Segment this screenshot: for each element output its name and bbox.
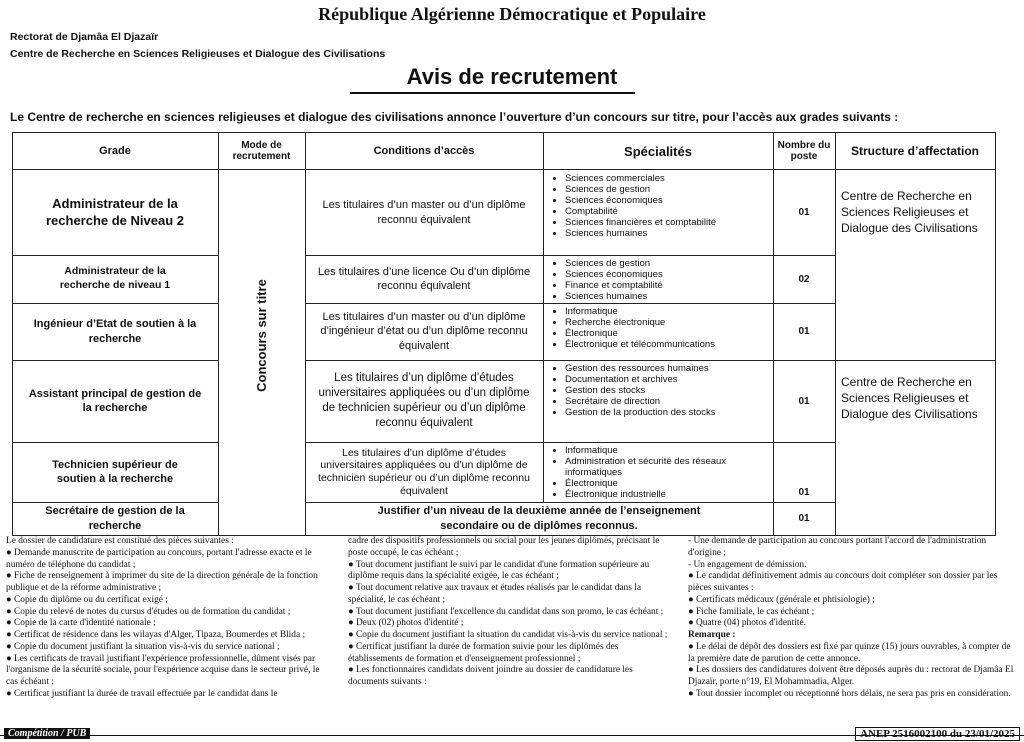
dossier-item: ● Fiche familiale, le cas échéant ; xyxy=(688,606,815,617)
dossier-item: ● Quatre (04) photos d'identité. xyxy=(688,618,807,629)
dossier-item: Remarque : xyxy=(688,630,736,640)
row-1-nombre: 02 xyxy=(798,273,810,285)
specialite-item: • Secrétaire de direction xyxy=(565,397,716,408)
header-structure: Structure d’affectation xyxy=(850,144,979,158)
dossier-item: ● Tout document justifiant le suivi par le candidat d'une formation supérieure au diplôme requis dans la spécialité exigée, le cas échéant ; xyxy=(348,559,650,582)
dossier-col-3 xyxy=(688,536,1018,701)
row-2-specialites xyxy=(543,303,773,360)
specialite-item: • Électronique xyxy=(565,329,715,340)
dossier-item: ● Copie du diplôme ou du certificat exigé ; xyxy=(6,594,168,605)
specialite-item: • Sciences économiques xyxy=(565,270,663,281)
dossier-col-1 xyxy=(6,536,324,701)
page-title: Avis de recrutement xyxy=(406,64,618,89)
header-grade: Grade xyxy=(99,145,131,157)
specialite-item: • Sciences humaines xyxy=(565,292,663,303)
dossier-item: ● Les certificats de travail justifiant l'expérience professionnelle, dûment visés par l'organisme de la sécurité sociale, pour l'expérience acquise dans le secteur privé, le cas échéant ; xyxy=(6,653,320,687)
footer-category: Compétition / PUB xyxy=(4,728,90,739)
dossier-item: - Un engagement de démission. xyxy=(688,559,807,570)
dossier-item: ● Demande manuscrite de participation au concours, portant l'adresse exacte et le numéro de téléphone du candidat ; xyxy=(6,547,312,570)
specialite-item: • Sciences économiques xyxy=(565,196,716,207)
dossier-item: ● Tout dossier incomplet ou réceptionné hors délais, ne sera pas pris en considération. xyxy=(688,688,1011,699)
dossier-item: - Une demande de participation au concours portant l'accord de l'administration d'origine ; xyxy=(688,536,987,558)
mode-value: Concours sur titre xyxy=(254,278,269,392)
dossier-item: ● Fiche de renseignement à imprimer du site de la direction générale de la fonction publique et de la réforme administrative ; xyxy=(6,571,318,593)
rectorat-line: Rectorat de Djamâa El Djazaïr xyxy=(10,31,159,43)
row-1-conditions: Les titulaires d’une licence Ou d’un diplôme reconnu équivalent xyxy=(317,265,531,292)
row-1-grade: Administrateur de la recherche de niveau 1 xyxy=(59,265,171,291)
dossier-item: ● Copie du document justifiant la situation du candidat vis-à-vis du service national ; xyxy=(348,630,668,640)
row-4-nombre: 01 xyxy=(798,487,810,498)
specialite-item: • Informatique xyxy=(565,307,715,318)
dossier-item: ● Copie du document justifiant la situation vis-à-vis du service national ; xyxy=(6,641,280,652)
dossier-item: ● Certificat justifiant la durée de formation suivie pour les diplômés des établissements de formation et d'enseignement professionnel ; xyxy=(348,641,619,664)
row-4-specialites xyxy=(543,442,773,502)
intro-text: Le Centre de recherche en sciences religieuses et dialogue des civilisations annonce l’ouverture d’un concours sur titre, pour l’accès aux grades suivants : xyxy=(10,110,899,124)
dossier-item: ● Les fonctionnaires candidats doivent joindre au dossier de candidature les documents suivants : xyxy=(348,665,633,687)
dossier-item: ● Le délai de dépôt des dossiers est fixé par quinze (15) jours ouvrables, à compter de la première date de parution de cette annonce. xyxy=(688,641,1011,664)
dossier-item: Le dossier de candidature est constitué des pièces suivantes : xyxy=(6,536,234,546)
row-0-specialites xyxy=(543,170,773,255)
row-3-nombre: 01 xyxy=(798,395,810,407)
dossier-item: ● Certificats médicaux (générale et phtisiologie) ; xyxy=(688,594,875,605)
row-2-conditions: Les titulaires d’un master ou d’un diplôme d’ingénieur d’état ou d’un diplôme reconnu équivalent xyxy=(320,311,528,352)
row-0-nombre: 01 xyxy=(798,207,810,218)
mode-cell xyxy=(218,170,305,500)
header-mode: Mode de recrutement xyxy=(232,140,291,162)
specialite-item: • Électronique et télécommunications xyxy=(565,340,715,351)
header-nombre: Nombre du poste xyxy=(777,140,831,162)
row-3-conditions: Les titulaires d’un diplôme d’études universitaires appliquées ou d’un diplôme de technicien supérieur ou d’un diplôme reconnu équivalent xyxy=(318,372,530,429)
dossier-item: ● Certificat justifiant la durée de travail effectuée par le candidat dans le xyxy=(6,688,278,699)
republic-title: République Algérienne Démocratique et Populaire xyxy=(318,4,706,24)
dossier-item: ● Les dossiers des candidatures doivent être déposés auprès du : rectorat de Djamâa El Djazaïr, porte n°19, El Mohammadia, Alger. xyxy=(688,665,1014,687)
dossier-item: ● Copie de la carte d'identité nationale ; xyxy=(6,618,156,629)
specialite-item: • Sciences humaines xyxy=(565,229,716,240)
specialite-item: • Sciences financières et comptabilité xyxy=(565,218,716,229)
specialite-item: • Comptabilité xyxy=(565,207,716,218)
specialite-item: • Informatique xyxy=(565,446,773,457)
specialite-item: • Sciences de gestion xyxy=(565,259,663,270)
row-5-conditions: Justifier d’un niveau de la deuxième année de l’enseignement secondaire ou de diplômes reconnus. xyxy=(377,505,701,532)
specialite-item: • Sciences de gestion xyxy=(565,185,716,196)
row-1-specialites xyxy=(543,255,773,303)
row-4-conditions: Les titulaires d’un diplôme d’études universitaires appliquées ou d’un diplôme de technicien supérieur ou d’un diplôme reconnu équivalent xyxy=(318,446,530,497)
row-0-grade: Administrateur de la recherche de Niveau 2 xyxy=(45,195,185,228)
specialite-item: • Recherche électronique xyxy=(565,318,715,329)
specialite-item: • Gestion des stocks xyxy=(565,386,716,397)
structure-value-2: Centre de Recherche en Sciences Religieuses et Dialogue des Civilisations xyxy=(841,375,978,422)
dossier-item: ● Le candidat définitivement admis au concours doit compléter son dossier par les pièces suivantes : xyxy=(688,571,998,593)
dossier-item: ● Copie du relevé de notes du cursus d'études ou de formation du candidat ; xyxy=(6,606,291,617)
row-3-specialites xyxy=(543,360,773,442)
row-4-grade: Technicien supérieur de soutien à la recherche xyxy=(52,458,178,485)
footer-reference: ANEP 2516002100 du 23/01/2025 xyxy=(855,727,1020,741)
specialite-item: • Sciences commerciales xyxy=(565,174,716,185)
dossier-item: cadre des dispositifs professionnels ou social pour les jeunes diplômés, précisant le poste occupé, le cas échéant ; xyxy=(348,536,660,558)
dossier-item: ● Deux (02) photos d'identité ; xyxy=(348,618,464,629)
row-2-grade: Ingénieur d’Etat de soutien à la recherche xyxy=(33,318,197,345)
structure-cell-1 xyxy=(835,170,995,360)
row-2-nombre: 01 xyxy=(798,326,810,337)
row-5-nombre: 01 xyxy=(798,513,810,524)
dossier-item: ● Tout document justifiant l'excellence du candidat dans son promo, le cas échéant ; xyxy=(348,606,664,617)
structure-value-1: Centre de Recherche en Sciences Religieuses et Dialogue des Civilisations xyxy=(841,189,978,236)
specialite-item: • Gestion des ressources humaines xyxy=(565,364,716,375)
centre-line: Centre de Recherche en Sciences Religieuses et Dialogue des Civilisations xyxy=(10,48,386,60)
row-3-grade: Assistant principal de gestion de la recherche xyxy=(28,387,202,414)
dossier-item: ● Certificat de résidence dans les wilayas d'Alger, Tipaza, Boumerdes et Blida ; xyxy=(6,630,306,640)
row-0-conditions: Les titulaires d’un master ou d’un diplôme reconnu équivalent xyxy=(322,199,526,226)
specialite-item: • Administration et sécurité des réseaux informatiques xyxy=(565,457,773,479)
header-specialites: Spécialités xyxy=(624,143,692,159)
specialite-item: • Finance et comptabilité xyxy=(565,281,663,292)
structure-cell-2 xyxy=(835,360,995,535)
row-5-grade: Secrétaire de gestion de la recherche xyxy=(45,505,185,532)
specialite-item: • Gestion de la production des stocks xyxy=(565,408,716,419)
specialite-item: • Électronique industrielle xyxy=(565,490,773,501)
specialite-item: • Documentation et archives xyxy=(565,375,716,386)
header-conditions: Conditions d’accès xyxy=(373,145,475,157)
specialite-item: • Électronique xyxy=(565,479,773,490)
dossier-col-2 xyxy=(348,536,670,689)
dossier-item: ● Tout document relative aux travaux et études réalisés par le candidat dans la spécialité, le cas échéant ; xyxy=(348,583,642,605)
